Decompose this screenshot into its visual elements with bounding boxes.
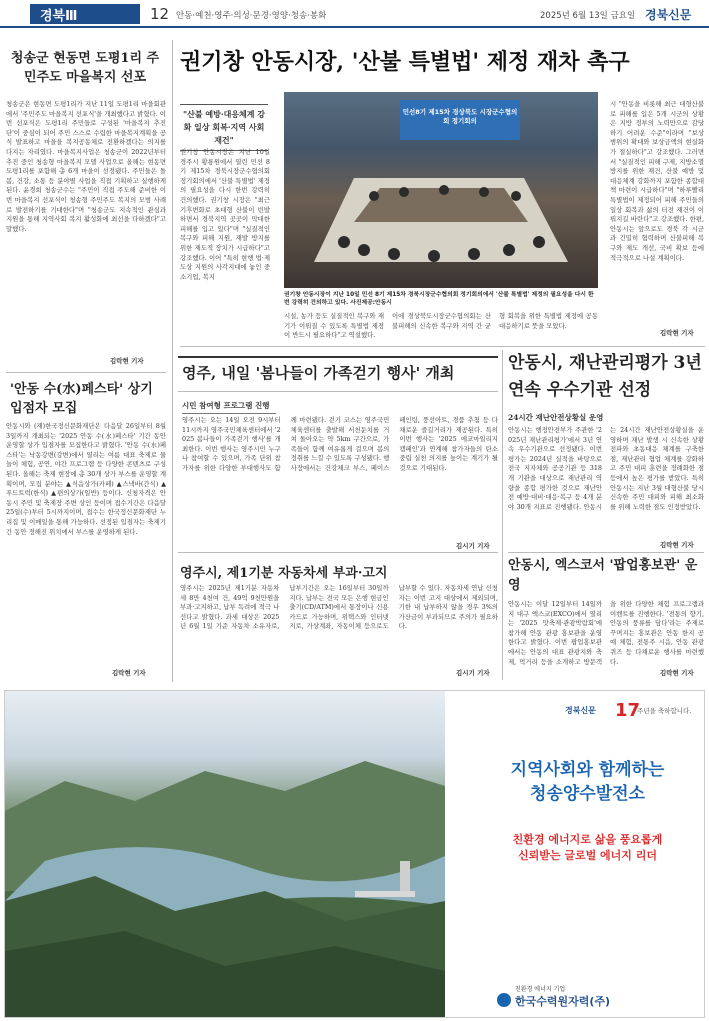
ad-slogan-2: 신뢰받는 글로벌 에너지 리더	[518, 849, 657, 862]
divider	[180, 346, 705, 347]
ad-footer-small: 친환경 에너지 기업	[515, 986, 566, 993]
article-body: 안동시는 이달 12일부터 14일까지 대구 엑스코(EXCO)에서 열리는 '2025 맛축제·관광박람회'에 참가해 안동 관광 홍보관을 운영한다고 밝혔다. 이번 팝업홍보관에서는 안동의 대표 관광지와 축제, 먹거리 등을 소개하고 방문객을 위한 다양한 체험 프로그램과 이벤트를 진행한다. '전통의 향기, 안동의 풍류를 담다'라는 주제로 꾸며지는 홍보관은 안동 한지 공예 체험, 전통주 시음, 안동 관광 퀴즈 등 다채로운 행사를 마련했다.	[508, 600, 704, 666]
article-subtitle: 시민 참여형 프로그램 진행	[182, 400, 276, 414]
ad-anniversary-number: 17	[615, 700, 641, 721]
section-label: 경북Ⅲ	[40, 9, 78, 24]
byline: 김시기 기자	[456, 669, 490, 677]
article-body: 안동시는 행정안전부가 주관한 '2025년 재난관리평가'에서 3년 연속 우수기관으로 선정됐다. 이번 평가는 2024년 실적을 바탕으로 전국 지자체와 공공기관 등 318개 기관을 대상으로 재난관리 역량을 종합 평가한 것으로 재난안전 예방·대비·대응·복구 등 4개 분야 30개 지표로 진행됐다. 안동시는 24시간 재난안전상황실을 운영하며 재난 발생 시 신속한 상황 전파와 초동대응 체계를 구축한 점, 재난관리 협업 체계를 강화하고 주민 대피 훈련을 정례화한 점 등에서 높은 평가를 받았다. 특히 안동시는 지난 3월 대형산불 당시 신속한 주민 대피와 피해 최소화를 위해 노력한 점도 인정받았다.	[508, 426, 704, 511]
byline: 김락현 기자	[660, 541, 694, 549]
article-body-col1: 권기창 안동시장은 지난 10일 경주시 황룡원에서 열린 민선 8기 제15차 경북시장군수협의회 정기회의에서 '산불 특별법' 제정의 필요성을 다시 한번 강력히 건의했다. 권기창 시장은 "최근 기후변화로 초대형 산불이 빈발하면서 경북지역 곳곳이 막대한 피해를 입고 있다"며 "실질적인 복구와 피해 지원, 재발 방지를 위한 제도적 장치가 시급하다"고 강조했다. 이어 "특히 현행 법·제도상 지원의 사각지대에 놓인 중소기업, 복지	[180, 148, 270, 281]
article-title: 영주시, 제1기분 자동차세 부과·고지	[180, 566, 388, 581]
article-title: 안동시, 엑스코서 '팝업홍보관' 운영	[508, 558, 698, 593]
meeting-photo	[284, 92, 598, 288]
page-header	[0, 0, 709, 32]
ad-footer-brand: 한국수력원자력(주)	[515, 995, 611, 1008]
article-title: '안동 수(水)페스타' 상기 입점자 모집	[10, 382, 153, 416]
ad-anniversary-text-visible: 주년을 축하합니다.	[637, 707, 692, 715]
article-title: 권기창 안동시장, '산불 특별법' 제정 재차 촉구	[180, 49, 630, 75]
article-body-col2: 시설, 농가 등도 실질적인 복구와 재기가 이뤄질 수 있도록 특별법 제정이 반드시 필요하다"고 역설했다.	[284, 312, 384, 340]
article-body: 청송군은 현동면 도평1리가 지난 11일 도평1리 마을회관에서 '주민주도 마을복지 선포식'을 개최했다고 밝혔다. 이번 선포식은 도평1리 주민들로 구성된 '마을복지 추진단'이 중심이 되어 주민 스스로 수립한 마을복지계획을 공식 발표하고 마을을 복지공동체로 전환하겠다는 의지를 다지는 자리였다. 마을복지사업은 청송군이 2022년부터 추진 중인 청송형 마을복지 모델 사업으로 올해는 현동면 도평1리를 포함해 총 6개 마을이 선정됐다. 주민들은 돌봄, 건강, 소통 등 분야별 사업을 직접 기획하고 실행하게 된다. 윤경희 청송군수는 "주민이 직접 주도해 준비한 이번 마을복지 선포식이 청송형 주민주도 복지의 모범 사례로 발전하기를 기대한다"며 "청송군도 지속적인 관심과 지원을 통해 지역사회 복지 활성화에 최선을 다하겠다"고 말했다.	[6, 100, 166, 233]
byline: 김락현 기자	[112, 669, 146, 677]
ad-headline-2: 청송양수발전소	[530, 784, 645, 804]
issue-date: 2025년 6월 13일 금요일	[540, 11, 636, 21]
article-title: 청송군 현동면 도평1리 주민주도 마을복지 선포	[10, 51, 160, 85]
article-body-col3: 이에 경상북도시장군수협의회는 산불피해의 신속한 복구와 지역 간 균형 회복을 위한 특별법 제정에 공동 대응하기로 뜻을 모았다.	[392, 312, 598, 330]
photo-caption: 권기창 안동시장이 지난 10일 민선 8기 제15차 경북시장군수협의회 정기회의에서 '산불 특별법' 제정의 필요성을 다시 한번 강력히 건의하고 있다. 사진제공:안동시	[284, 292, 594, 306]
article-title: 안동시, 재난관리평가 3년 연속 우수기관 선정	[508, 353, 702, 400]
byline: 김락현 기자	[660, 329, 694, 337]
divider	[508, 552, 704, 553]
article-subtitle: 24시간 재난안전상황실 운영	[508, 413, 604, 422]
dam-landscape-illustration	[5, 691, 445, 1017]
khnp-logo-icon	[497, 993, 511, 1007]
article-body: 안동시와 (재)한국정신문화재단은 다음달 26일부터 8월 3일까지 개최되는 '2025 안동 수(水)페스타' 기간 동안 운영할 상가 입점자를 모집한다고 밝혔다. '안동 수(水)페스타'는 낙동강변(강변)에서 열리는 여름 대표 축제로 물놀이 체험, 공연, 야간 프로그램 등 다양한 콘텐츠로 구성된다. 올해는 축제 현장에 총 30개 상가 부스를 운영할 계획이며, 모집 분야는 ▲식음상가(카페) ▲스낵바(간식) ▲푸드트럭(한식) ▲편의상가(일반) 등이다. 신청자격은 안동시 주민 및 축제장 주변 상인 등이며 접수기간은 다음달 25일(수)부터 5시까지이며, 접수는 한국정신문화재단 누리집 및 이메일을 통해 가능하다. 선정된 입점자는 축제기간 동안 정해진 위치에서 부스를 운영하게 된다.	[6, 422, 166, 536]
advertisement	[4, 690, 705, 1018]
dam-landscape	[5, 691, 445, 1017]
article-body-col4: 시 "안동을 비롯해 최근 대형산불로 피해를 입은 5개 시군의 상황은 지방 정부의 노력만으로 감당하기 어려운 수준"이라며 "보상 범위의 확대와 보상금액의 현실화가 절실하다"고 강조했다. 그러면서 "실질적인 피해 구제, 지방소멸 방지를 위한 재건, 산불 예방 및 대응체계 강화까지 포함한 종합대책 마련이 시급하다"며 "하루빨리 특별법이 제정되어 피해 주민들의 일상 회복과 삶의 터전 재건이 이뤄지길 바란다"고 강조했다. 한편, 안동시는 앞으로도 경북 각 시군과 긴밀히 협력하며 산불피해 복구와 제도 개선, 국비 확보 등에 적극적으로 나설 계획이다.	[610, 100, 704, 262]
column-divider	[502, 350, 503, 680]
byline: 김시기 기자	[456, 542, 490, 550]
article-body: 영주시는 2025년 제1기분 자동차세 8만 4천여 건, 49억 9천만원을 부과·고지하고, 납부 독려에 적극 나선다고 밝혔다. 과세 대상은 2025년 6월 1일 기준 자동차 소유자로, 납부기간은 오는 16일부터 30일까지다. 납부는 전국 모든 은행 현금인출기(CD/ATM)에서 통장이나 신용카드로 가능하며, 위택스와 인터넷지로, 가상계좌, 자동이체 등으로도 납부할 수 있다. 자동차세 연납 신청자는 이번 고지 대상에서 제외되며, 기한 내 납부하지 않을 경우 3%의 가산금이 부과되므로 주의가 필요하다.	[180, 584, 498, 631]
divider	[178, 552, 498, 553]
ad-paper-logo: 경북신문	[565, 706, 596, 715]
ad-headline-1: 지역사회와 함께하는	[510, 760, 665, 780]
divider	[6, 372, 166, 373]
byline: 김락현 기자	[660, 669, 694, 677]
header-rule	[0, 26, 709, 28]
article-title: 영주, 내일 '봄나들이 가족걷기 행사' 개최	[182, 364, 455, 382]
ad-slogan-1: 친환경 에너지로 삶을 풍요롭게	[512, 833, 663, 846]
region-list: 안동·예천·영주·의성·문경·영양·청송·봉화	[176, 11, 327, 21]
article-subtitle: "산불 예방·대응체계 강화 일상 회복·지역 사회 재건"	[180, 104, 268, 151]
column-divider	[172, 40, 173, 682]
photo-banner-text: 민선8기 제15차 경상북도 시장군수협의회 정기회의	[402, 108, 518, 125]
page-number: 12	[150, 5, 170, 23]
article-body: 영주시는 오는 14일 오전 9시부터 11시까지 영주국민체육센터에서 '2025 봄나들이 가족걷기 행사'를 개최한다. 이번 행사는 영주시민 누구나 참여할 수 있으며, 가족 단위 참가자를 위한 다양한 부대행사도 함께 마련됐다. 걷기 코스는 영주국민체육센터를 출발해 서천둔치를 거쳐 돌아오는 약 5km 구간으로, 가족들이 함께 여유롭게 걸으며 봄의 정취를 느낄 수 있도록 구성됐다. 행사장에서는 건강체크 부스, 페이스페인팅, 풍선아트, 경품 추첨 등 다채로운 즐길거리가 제공된다. 특히 이번 행사는 '2025 에코마일리지 캠페인'과 연계해 참가자들의 탄소중립 실천 의지를 높이는 계기가 될 것으로 기대된다.	[182, 416, 498, 472]
paper-name: 경북신문	[645, 8, 692, 22]
byline: 김락현 기자	[110, 357, 144, 365]
